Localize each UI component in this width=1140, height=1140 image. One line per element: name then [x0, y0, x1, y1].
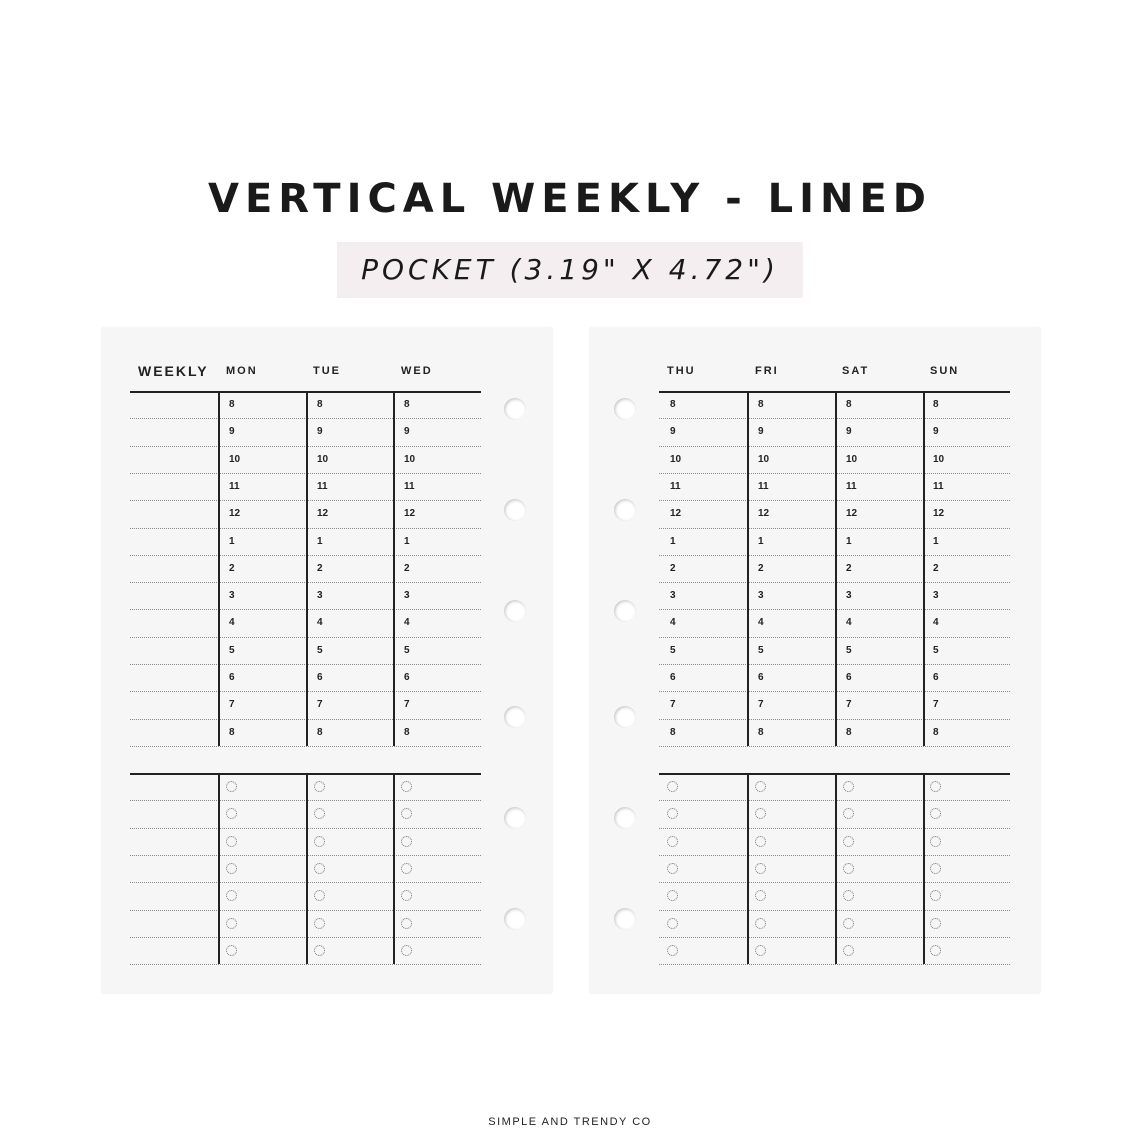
hour-label: 3 — [229, 590, 235, 602]
dotted-circle-icon — [667, 781, 678, 792]
hour-label: 2 — [317, 562, 323, 574]
hour-label: 6 — [670, 672, 676, 683]
hour-label: 12 — [846, 508, 858, 520]
hour-label: 11 — [670, 480, 681, 492]
hour-label: 10 — [229, 453, 241, 465]
dotted-circle-icon — [667, 836, 678, 847]
day-header-thu: THU — [667, 365, 696, 377]
hour-label: 4 — [670, 617, 676, 629]
hour-label: 1 — [404, 535, 410, 547]
left_page-hour-rule — [130, 746, 481, 747]
hour-label: 1 — [317, 535, 323, 547]
dotted-circle-icon — [755, 918, 766, 929]
right_page-checklist-row-rule — [659, 964, 1010, 965]
hour-label: 8 — [758, 726, 764, 738]
dotted-circle-icon — [401, 781, 412, 792]
dotted-circle-icon — [226, 836, 237, 847]
binder-hole-icon — [504, 600, 526, 622]
hour-label: 1 — [758, 535, 764, 547]
brand-footer: SIMPLE AND TRENDY CO — [488, 1116, 652, 1128]
dotted-circle-icon — [401, 945, 412, 956]
hour-label: 11 — [404, 480, 415, 492]
dotted-circle-icon — [667, 918, 678, 929]
right_page-checklist-divider — [747, 773, 749, 964]
hour-label: 6 — [317, 672, 323, 683]
dotted-circle-icon — [667, 945, 678, 956]
hour-label: 6 — [758, 672, 764, 683]
binder-hole-icon — [614, 600, 636, 622]
hour-label: 11 — [846, 480, 857, 492]
hour-label: 4 — [846, 617, 852, 629]
hour-label: 1 — [933, 535, 939, 547]
hour-label: 4 — [404, 617, 410, 629]
dotted-circle-icon — [755, 863, 766, 874]
dotted-circle-icon — [843, 945, 854, 956]
right-planner-sheet — [590, 328, 1040, 993]
right_page-checklist-divider — [923, 773, 925, 964]
hour-label: 1 — [846, 535, 852, 547]
hour-label: 4 — [317, 617, 323, 629]
hour-label: 5 — [229, 644, 235, 656]
day-header-tue: TUE — [313, 365, 341, 377]
hour-label: 12 — [229, 508, 241, 520]
hour-label: 3 — [758, 590, 764, 602]
binder-hole-icon — [614, 398, 636, 420]
day-header-fri: FRI — [755, 365, 779, 377]
hour-label: 3 — [317, 590, 323, 602]
binder-hole-icon — [614, 908, 636, 930]
hour-label: 9 — [404, 426, 410, 438]
hour-label: 12 — [933, 508, 945, 520]
hour-label: 8 — [846, 399, 852, 410]
hour-label: 3 — [933, 590, 939, 602]
page-title: VERTICAL WEEKLY - LINED — [208, 176, 932, 222]
hour-label: 8 — [670, 726, 676, 738]
right_page-column-divider — [923, 391, 925, 746]
binder-hole-icon — [504, 398, 526, 420]
dotted-circle-icon — [843, 918, 854, 929]
hour-label: 9 — [229, 426, 235, 438]
hour-label: 3 — [404, 590, 410, 602]
hour-label: 5 — [404, 644, 410, 656]
hour-label: 2 — [670, 562, 676, 574]
dotted-circle-icon — [755, 836, 766, 847]
dotted-circle-icon — [401, 836, 412, 847]
dotted-circle-icon — [930, 918, 941, 929]
right_page-column-divider — [835, 391, 837, 746]
hour-label: 9 — [670, 426, 676, 438]
day-header-wed: WED — [401, 365, 433, 377]
hour-label: 7 — [229, 699, 235, 711]
hour-label: 6 — [229, 672, 235, 683]
hour-label: 7 — [317, 699, 323, 711]
hour-label: 5 — [758, 644, 764, 656]
hour-label: 10 — [758, 453, 770, 465]
dotted-circle-icon — [843, 781, 854, 792]
hour-label: 11 — [317, 480, 328, 492]
hour-label: 8 — [229, 726, 235, 738]
hour-label: 8 — [846, 726, 852, 738]
hour-label: 12 — [670, 508, 682, 520]
dotted-circle-icon — [401, 918, 412, 929]
hour-label: 6 — [404, 672, 410, 683]
hour-label: 4 — [229, 617, 235, 629]
hour-label: 6 — [846, 672, 852, 683]
hour-label: 1 — [229, 535, 235, 547]
hour-label: 7 — [670, 699, 676, 711]
binder-hole-icon — [504, 807, 526, 829]
hour-label: 9 — [317, 426, 323, 438]
dotted-circle-icon — [843, 863, 854, 874]
hour-label: 7 — [404, 699, 410, 711]
left_page-column-divider — [393, 391, 395, 746]
hour-label: 7 — [846, 699, 852, 711]
left_page-column-divider — [218, 391, 220, 746]
dotted-circle-icon — [314, 918, 325, 929]
left_page-checklist-row-rule — [130, 964, 481, 965]
left_page-checklist-divider — [306, 773, 308, 964]
hour-label: 2 — [846, 562, 852, 574]
hour-label: 8 — [229, 399, 235, 410]
hour-label: 8 — [758, 399, 764, 410]
hour-label: 3 — [670, 590, 676, 602]
right_page-hour-rule — [659, 746, 1010, 747]
hour-label: 11 — [758, 480, 769, 492]
binder-hole-icon — [614, 807, 636, 829]
day-header-sun: SUN — [930, 365, 960, 377]
hour-label: 5 — [317, 644, 323, 656]
hour-label: 12 — [404, 508, 416, 520]
left_page-column-divider — [306, 391, 308, 746]
day-header-sat: SAT — [842, 365, 870, 377]
dotted-circle-icon — [314, 836, 325, 847]
hour-label: 4 — [933, 617, 939, 629]
hour-label: 8 — [933, 726, 939, 738]
binder-hole-icon — [504, 908, 526, 930]
hour-label: 12 — [758, 508, 770, 520]
hour-label: 2 — [229, 562, 235, 574]
hour-label: 8 — [933, 399, 939, 410]
hour-label: 1 — [670, 535, 676, 547]
hour-label: 10 — [317, 453, 329, 465]
dotted-circle-icon — [314, 945, 325, 956]
hour-label: 8 — [404, 399, 410, 410]
hour-label: 10 — [404, 453, 416, 465]
hour-label: 7 — [933, 699, 939, 711]
hour-label: 2 — [404, 562, 410, 574]
hour-label: 8 — [670, 399, 676, 410]
dotted-circle-icon — [930, 863, 941, 874]
hour-label: 8 — [317, 399, 323, 410]
left_page-checklist-divider — [218, 773, 220, 964]
hour-label: 8 — [317, 726, 323, 738]
dotted-circle-icon — [314, 781, 325, 792]
weekly-label: WEEKLY — [138, 363, 209, 379]
dotted-circle-icon — [226, 945, 237, 956]
binder-hole-icon — [614, 499, 636, 521]
dotted-circle-icon — [401, 863, 412, 874]
hour-label: 5 — [670, 644, 676, 656]
left_page-checklist-divider — [393, 773, 395, 964]
hour-label: 10 — [933, 453, 945, 465]
hour-label: 2 — [933, 562, 939, 574]
dotted-circle-icon — [843, 836, 854, 847]
right_page-column-divider — [747, 391, 749, 746]
dotted-circle-icon — [930, 836, 941, 847]
left-planner-sheet — [102, 328, 552, 993]
hour-label: 11 — [933, 480, 944, 492]
hour-label: 5 — [846, 644, 852, 656]
day-header-mon: MON — [226, 365, 258, 377]
dotted-circle-icon — [930, 781, 941, 792]
hour-label: 8 — [404, 726, 410, 738]
hour-label: 2 — [758, 562, 764, 574]
binder-hole-icon — [504, 706, 526, 728]
dotted-circle-icon — [226, 863, 237, 874]
dotted-circle-icon — [226, 918, 237, 929]
hour-label: 6 — [933, 672, 939, 683]
right_page-checklist-divider — [835, 773, 837, 964]
dotted-circle-icon — [930, 945, 941, 956]
hour-label: 3 — [846, 590, 852, 602]
dotted-circle-icon — [755, 945, 766, 956]
dotted-circle-icon — [755, 781, 766, 792]
binder-hole-icon — [614, 706, 636, 728]
hour-label: 12 — [317, 508, 329, 520]
hour-label: 11 — [229, 480, 240, 492]
hour-label: 9 — [758, 426, 764, 438]
hour-label: 10 — [846, 453, 858, 465]
hour-label: 7 — [758, 699, 764, 711]
dotted-circle-icon — [226, 781, 237, 792]
hour-label: 5 — [933, 644, 939, 656]
hour-label: 10 — [670, 453, 682, 465]
hour-label: 4 — [758, 617, 764, 629]
binder-hole-icon — [504, 499, 526, 521]
subtitle-text: POCKET (3.19" X 4.72") — [361, 253, 779, 286]
hour-label: 9 — [846, 426, 852, 438]
dotted-circle-icon — [667, 863, 678, 874]
hour-label: 9 — [933, 426, 939, 438]
dotted-circle-icon — [314, 863, 325, 874]
subtitle-badge — [337, 242, 803, 298]
